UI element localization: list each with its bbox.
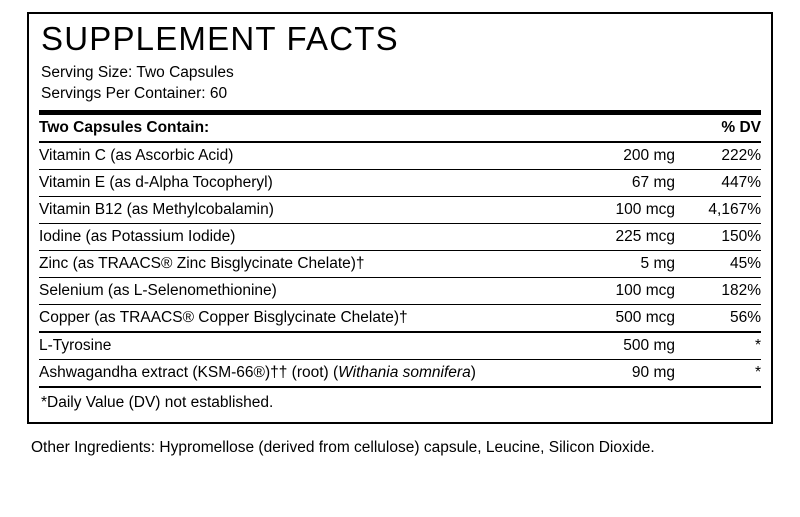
nutrient-amount: 67 mg xyxy=(525,170,675,197)
nutrient-dv: 447% xyxy=(675,170,761,197)
other-ingredients: Other Ingredients: Hypromellose (derived from cellulose) capsule, Leucine, Silicon Dioxide. xyxy=(31,439,655,457)
ingredient-dv: * xyxy=(675,332,761,360)
nutrient-name: Iodine (as Potassium Iodide) xyxy=(39,224,525,251)
nutrition-table xyxy=(39,115,761,386)
table-row xyxy=(39,332,761,360)
table-header-row xyxy=(39,115,761,142)
daily-value-footnote: *Daily Value (DV) not established. xyxy=(41,394,274,412)
nutrient-amount: 200 mg xyxy=(525,142,675,170)
table-row xyxy=(39,251,761,278)
column-header-amount xyxy=(525,115,675,142)
table-row xyxy=(39,142,761,170)
table-row xyxy=(39,197,761,224)
nutrient-dv: 182% xyxy=(675,278,761,305)
nutrient-name: Copper (as TRAACS® Copper Bisglycinate Chelate)† xyxy=(39,309,408,327)
page-title: SUPPLEMENT FACTS xyxy=(41,20,399,57)
table-row xyxy=(39,224,761,251)
nutrient-dv: 150% xyxy=(675,224,761,251)
nutrient-name: Vitamin C (as Ascorbic Acid) xyxy=(39,142,525,170)
nutrient-name: Zinc (as TRAACS® Zinc Bisglycinate Chelate)† xyxy=(39,251,525,278)
facts-box xyxy=(27,12,773,424)
nutrient-dv: 56% xyxy=(729,309,761,327)
ingredient-name xyxy=(39,360,525,387)
ingredient-name-tail: ) xyxy=(470,364,476,382)
table-row xyxy=(39,170,761,197)
ingredient-name: L-Tyrosine xyxy=(39,332,525,360)
table-row xyxy=(39,360,761,387)
column-header-name: Two Capsules Contain: xyxy=(39,115,525,142)
nutrient-name: Vitamin B12 (as Methylcobalamin) xyxy=(39,197,525,224)
serving-size: Serving Size: Two Capsules xyxy=(41,63,234,81)
ingredient-latin-name: Withania somnifera xyxy=(338,364,471,382)
nutrient-amount: 225 mcg xyxy=(525,224,675,251)
servings-per-container: Servings Per Container: 60 xyxy=(41,84,228,102)
nutrient-dv: 222% xyxy=(675,142,761,170)
nutrient-amount: 100 mcg xyxy=(525,197,675,224)
ingredient-dv: * xyxy=(754,364,761,382)
ingredient-amount: 90 mg xyxy=(631,364,675,382)
supplement-facts-panel xyxy=(27,12,773,459)
column-header-dv: % DV xyxy=(675,115,761,142)
nutrient-name: Vitamin E (as d-Alpha Tocopheryl) xyxy=(39,170,525,197)
nutrient-dv: 45% xyxy=(675,251,761,278)
nutrient-amount: 5 mg xyxy=(525,251,675,278)
ingredient-amount: 500 mg xyxy=(525,332,675,360)
nutrient-dv: 4,167% xyxy=(675,197,761,224)
table-row xyxy=(39,305,761,333)
nutrient-amount: 100 mcg xyxy=(525,278,675,305)
table-row xyxy=(39,278,761,305)
nutrient-name: Selenium (as L-Selenomethionine) xyxy=(39,278,525,305)
nutrient-amount: 500 mcg xyxy=(615,309,675,327)
ingredient-name-text: Ashwagandha extract (KSM-66®)†† (root) ( xyxy=(39,364,339,382)
